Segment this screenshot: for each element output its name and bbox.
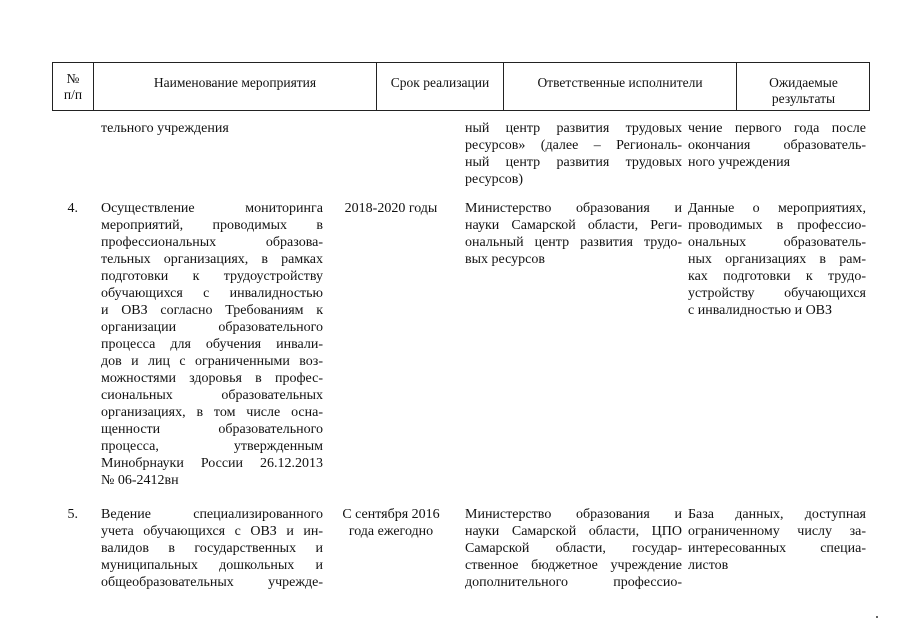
text-line: ного учреждения bbox=[688, 155, 791, 170]
text-line: дополнительного профессио- bbox=[465, 575, 682, 590]
text-line: муниципальных дошкольных и bbox=[101, 558, 323, 573]
text-line: № 06-2412вн bbox=[101, 473, 179, 488]
text-line: Министерство образования и bbox=[465, 201, 682, 216]
text-line: организациях, в том числе осна- bbox=[101, 405, 323, 420]
text-line: щенности образовательного bbox=[101, 422, 323, 437]
text-line: База данных, доступная bbox=[688, 507, 866, 522]
text-line: ресурсов) bbox=[465, 172, 524, 187]
text-line: ный центр развития трудовых bbox=[465, 155, 682, 170]
row-5-term bbox=[334, 506, 448, 540]
text-line: науки Самарской области, ЦПО bbox=[465, 524, 682, 539]
text-line: Осуществление мониторинга bbox=[101, 201, 323, 216]
text-line: ональных образователь- bbox=[688, 235, 866, 250]
text-line: ональный центр развития трудо- bbox=[465, 235, 682, 250]
row-4-responsible bbox=[465, 200, 682, 268]
text-line: и ОВЗ согласно Требованиям к bbox=[101, 303, 323, 318]
header-number-line: п/п bbox=[63, 87, 83, 102]
text-line: науки Самарской области, Реги- bbox=[465, 218, 682, 233]
text-line: тельного учреждения bbox=[101, 121, 229, 136]
row-5-results bbox=[688, 506, 866, 574]
text-line: Данные о мероприятиях, bbox=[688, 201, 866, 216]
text-line: интересованных специа- bbox=[688, 541, 866, 556]
text-line: общеобразовательных учрежде- bbox=[101, 575, 323, 590]
text-line: устройству обучающихся bbox=[688, 286, 866, 301]
text-line: окончания образователь- bbox=[688, 138, 866, 153]
text-line: ресурсов» (далее – Региональ- bbox=[465, 138, 682, 153]
text-line: проводимых в профессио- bbox=[688, 218, 866, 233]
row-5-responsible bbox=[465, 506, 682, 591]
continuation-name bbox=[101, 120, 323, 137]
table-header bbox=[52, 62, 870, 111]
header-responsible: Ответственные исполнители bbox=[504, 63, 737, 110]
row-4-name bbox=[101, 200, 323, 489]
text-line: подготовки к трудоустройству bbox=[101, 269, 323, 284]
header-term: Срок реализации bbox=[377, 63, 504, 110]
row-5-name bbox=[101, 506, 323, 591]
text-line: ках подготовки к трудо- bbox=[688, 269, 866, 284]
header-number-line: № bbox=[66, 71, 80, 86]
header-number bbox=[53, 63, 94, 110]
text-line: 2018-2020 годы bbox=[344, 201, 438, 216]
text-line: учета обучающихся с ОВЗ и ин- bbox=[101, 524, 323, 539]
text-line: Министерство образования и bbox=[465, 507, 682, 522]
row-4-results bbox=[688, 200, 866, 319]
text-line: организации образовательного bbox=[101, 320, 323, 335]
text-line: ных организациях в рам- bbox=[688, 252, 866, 267]
text-line: сиональных образовательных bbox=[101, 388, 323, 403]
text-line: вых ресурсов bbox=[465, 252, 545, 267]
text-line: ограниченному числу за- bbox=[688, 524, 866, 539]
text-line: процесса, утвержденным bbox=[101, 439, 323, 454]
text-line: можностями здоровья в профес- bbox=[101, 371, 323, 386]
text-line: валидов в государственных и bbox=[101, 541, 323, 556]
text-line: обучающихся с инвалидностью bbox=[101, 286, 323, 301]
text-line: С сентября 2016 bbox=[342, 507, 440, 522]
header-name: Наименование мероприятия bbox=[94, 63, 377, 110]
continuation-results bbox=[688, 120, 866, 171]
text-line: Минобрнауки России 26.12.2013 bbox=[101, 456, 323, 471]
scan-speck bbox=[876, 616, 878, 618]
header-results: Ожидаемые результаты bbox=[769, 75, 838, 106]
text-line: Самарской области, государ- bbox=[465, 541, 682, 556]
text-line: ный центр развития трудовых bbox=[465, 121, 682, 136]
text-line: листов bbox=[688, 558, 729, 573]
text-line: профессиональных образова- bbox=[101, 235, 323, 250]
text-line: года ежегодно bbox=[348, 524, 434, 539]
row-number: 5. bbox=[67, 507, 78, 522]
text-line: чение первого года после bbox=[688, 121, 866, 136]
continuation-responsible bbox=[465, 120, 682, 188]
text-line: Ведение специализированного bbox=[101, 507, 323, 522]
text-line: дов и лиц с ограниченными воз- bbox=[101, 354, 323, 369]
row-number: 4. bbox=[67, 201, 78, 216]
text-line: тельных организациях, в рамках bbox=[101, 252, 323, 267]
text-line: процесса для обучения инвали- bbox=[101, 337, 323, 352]
text-line: ственное бюджетное учреждение bbox=[465, 558, 682, 573]
row-4-term bbox=[334, 200, 448, 217]
text-line: мероприятий, проводимых в bbox=[101, 218, 323, 233]
text-line: с инвалидностью и ОВЗ bbox=[688, 303, 833, 318]
